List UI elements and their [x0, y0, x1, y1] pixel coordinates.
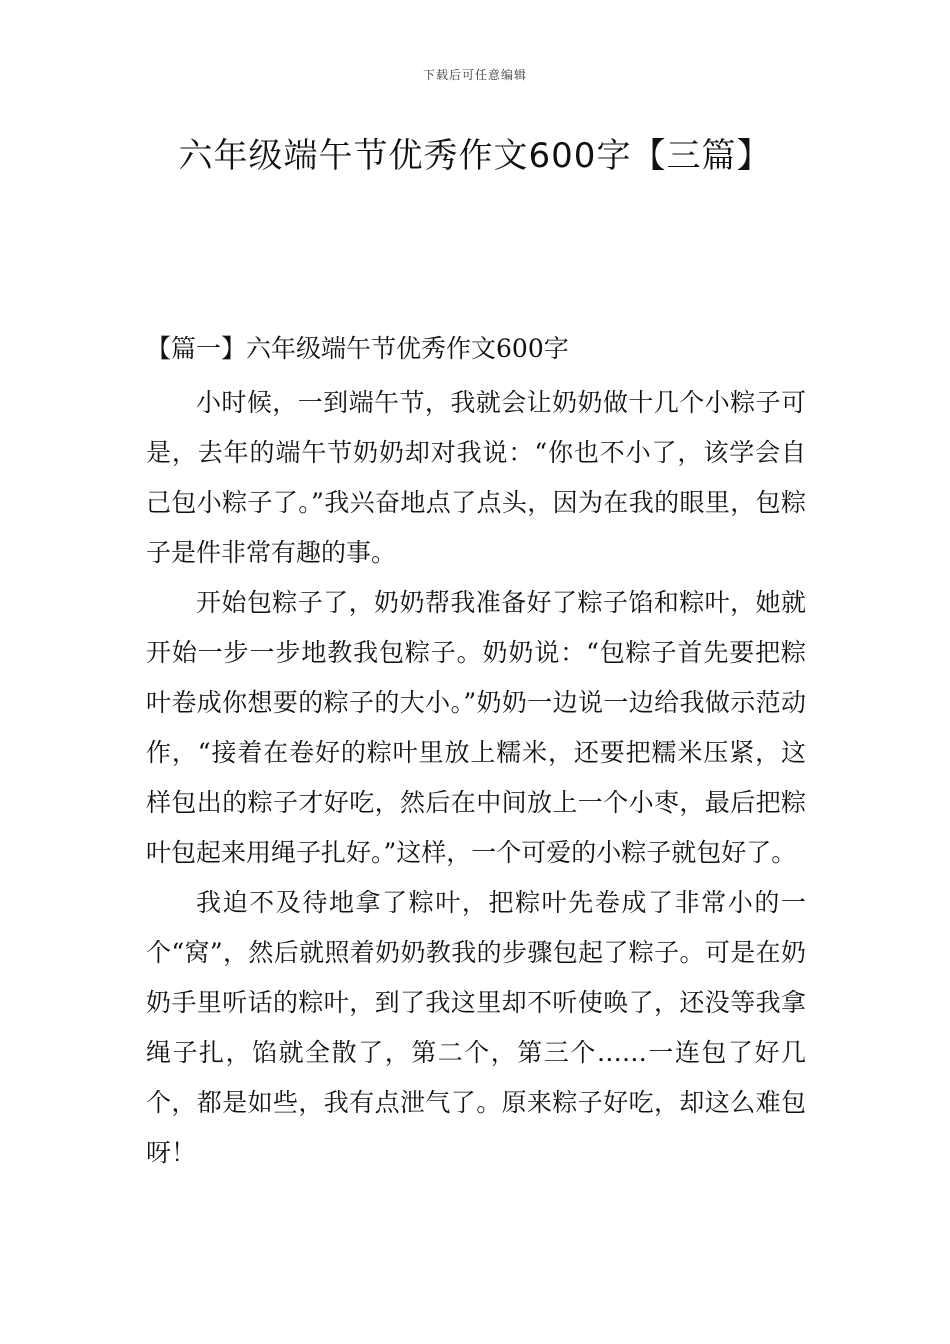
paragraph: 小时候，一到端午节，我就会让奶奶做十几个小粽子可是，去年的端午节奶奶却对我说：“你也不小了，该学会自己包小粽子了。”我兴奋地点了点头，因为在我的眼里，包粽子是件非常有趣的事。 [146, 388, 806, 567]
paragraph: 我迫不及待地拿了粽叶，把粽叶先卷成了非常小的一个“窝”，然后就照着奶奶教我的步骤包起了粽子。可是在奶奶手里听话的粽叶，到了我这里却不听使唤了，还没等我拿绳子扎，馅就全散了，第二个，第三个……一连包了好几个，都是如些，我有点泄气了。原来粽子好吃，却这么难包呀！ [146, 888, 806, 1167]
document-body [146, 328, 806, 1178]
section-heading: 【篇一】六年级端午节优秀作文600字 [146, 334, 569, 363]
paragraph: 开始包粽子了，奶奶帮我准备好了粽子馅和粽叶，她就开始一步一步地教我包粽子。奶奶说：“包粽子首先要把粽叶卷成你想要的粽子的大小。”奶奶一边说一边给我做示范动作，“接着在卷好的粽叶里放上糯米，还要把糯米压紧，这样包出的粽子才好吃，然后在中间放上一个小枣，最后把粽叶包起来用绳子扎好。”这样，一个可爱的小粽子就包好了。 [146, 588, 806, 867]
header-note: 下载后可任意编辑 [422, 68, 527, 82]
document-title: 六年级端午节优秀作文600字【三篇】 [178, 136, 772, 176]
